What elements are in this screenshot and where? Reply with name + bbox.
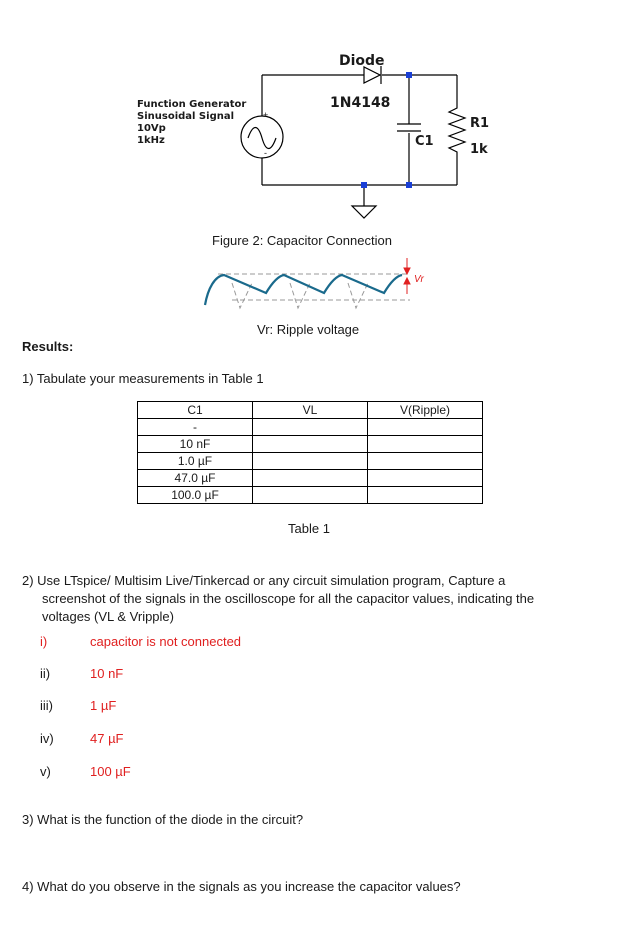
circuit-schematic — [0, 0, 621, 230]
header-vl: VL — [253, 402, 368, 419]
table-caption: Table 1 — [288, 521, 330, 536]
generator-amplitude: 10Vp — [137, 123, 166, 134]
table-cell: 10 nF — [138, 436, 253, 453]
table-cell — [253, 419, 368, 436]
node-dot — [406, 72, 412, 78]
table-cell — [253, 487, 368, 504]
rectified-dash — [290, 283, 310, 308]
generator-label — [137, 99, 246, 147]
vr-mark: Vr — [414, 274, 424, 285]
question-2-line-1: 2) Use LTspice/ Multisim Live/Tinkercad or any circuit simulation program, Capture a — [22, 573, 506, 588]
results-heading: Results: — [22, 339, 74, 354]
table-cell: - — [138, 419, 253, 436]
resistor-label: R1 — [470, 116, 490, 131]
table-cell — [253, 436, 368, 453]
generator-type: Sinusoidal Signal — [137, 111, 235, 122]
table-cell: 1.0 µF — [138, 453, 253, 470]
table-row — [138, 436, 483, 453]
source-plus-sign: + — [263, 110, 269, 120]
diode-label: Diode — [339, 53, 385, 69]
item-number: iv) — [40, 731, 54, 746]
item-number: iii) — [40, 698, 53, 713]
question-2 — [22, 572, 534, 626]
item-text: 10 nF — [90, 666, 124, 681]
node-dot — [361, 182, 367, 188]
table-cell: 100.0 µF — [138, 487, 253, 504]
table-row — [138, 487, 483, 504]
item-number: ii) — [40, 666, 51, 681]
figure-caption: Figure 2: Capacitor Connection — [212, 233, 392, 248]
question-4: 4) What do you observe in the signals as you increase the capacitor values? — [22, 879, 461, 894]
question-2-line-2: screenshot of the signals in the oscilloscope for all the capacitor values, indicating the — [42, 591, 535, 606]
diode-part-number: 1N4148 — [330, 95, 391, 111]
vr-arrowhead-top — [404, 268, 410, 274]
node-dot — [406, 182, 412, 188]
table-cell — [368, 487, 483, 504]
table-cell — [368, 453, 483, 470]
measurement-table — [137, 401, 483, 504]
table-row — [138, 453, 483, 470]
question-1: 1) Tabulate your measurements in Table 1 — [22, 371, 264, 386]
item-number: i) — [40, 634, 48, 649]
header-vripple: V(Ripple) — [368, 402, 483, 419]
ripple-caption: Vr: Ripple voltage — [257, 322, 360, 337]
capacitor-symbol — [397, 124, 421, 131]
question-3: 3) What is the function of the diode in the circuit? — [22, 812, 304, 827]
table-row — [138, 470, 483, 487]
question-2-line-3: voltages (VL & Vripple) — [42, 609, 174, 624]
resistor-value: 1k — [470, 142, 488, 157]
item-text: 47 µF — [90, 731, 124, 746]
item-text: capacitor is not connected — [90, 634, 242, 649]
table-cell — [368, 419, 483, 436]
item-number: v) — [40, 764, 51, 779]
ripple-waveform — [0, 250, 621, 320]
header-c1: C1 — [138, 402, 253, 419]
resistor-symbol — [449, 104, 465, 160]
table-cell: 47.0 µF — [138, 470, 253, 487]
item-text: 100 µF — [90, 764, 131, 779]
ground-symbol — [352, 206, 376, 218]
table-cell — [368, 436, 483, 453]
table-cell — [253, 453, 368, 470]
rectified-dash — [348, 283, 368, 308]
vr-arrowhead-bottom — [404, 278, 410, 284]
table-cell — [253, 470, 368, 487]
item-text: 1 µF — [90, 698, 117, 713]
generator-frequency: 1kHz — [137, 135, 165, 146]
generator-title: Function Generator — [137, 99, 247, 110]
source-minus-sign: - — [264, 148, 267, 158]
capacitor-label: C1 — [415, 134, 434, 149]
table-row — [138, 419, 483, 436]
ac-source-symbol — [241, 116, 283, 158]
table-cell — [368, 470, 483, 487]
table-header-row — [138, 402, 483, 419]
